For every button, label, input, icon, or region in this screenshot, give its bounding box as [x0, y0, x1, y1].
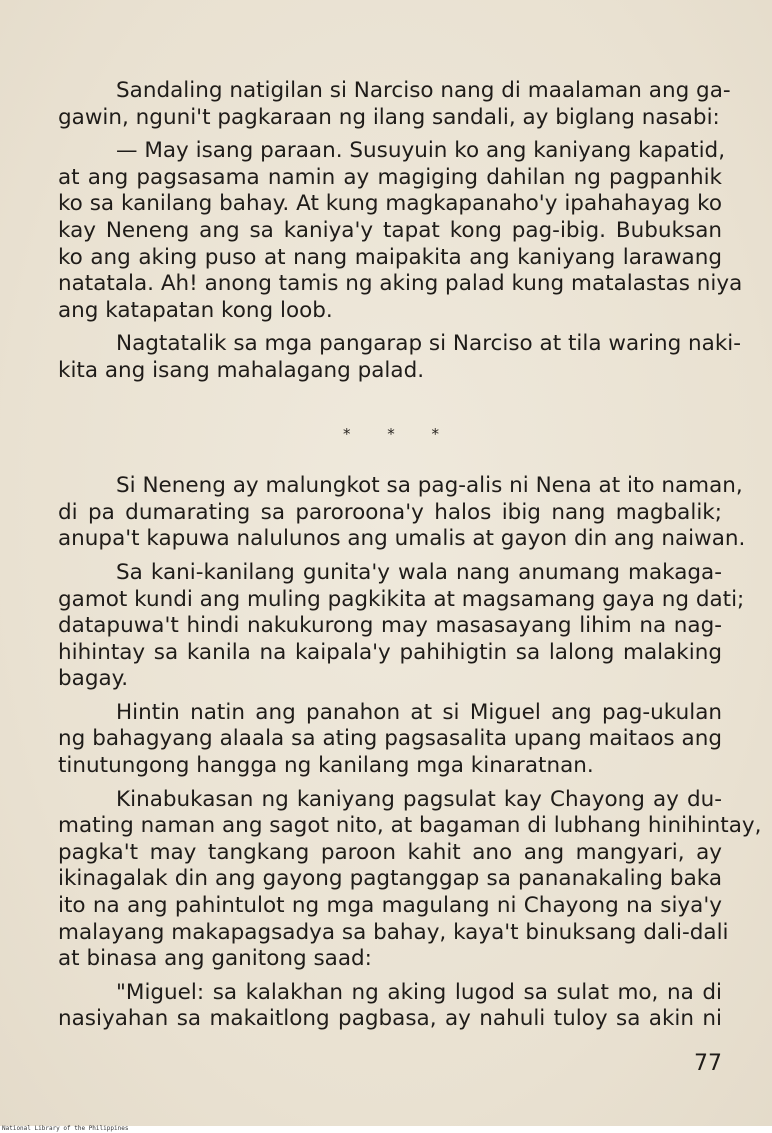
text-line: bagay. [58, 666, 129, 692]
text-line: Sa kani-kanilang gunita'y wala nang anumang makaga- [116, 559, 722, 585]
text-line: datapuwa't hindi nakukurong may masasayang lihim na nag- [58, 613, 722, 639]
text-line: kita ang isang mahalagang palad. [58, 357, 425, 383]
section-separator: * * * [342, 424, 456, 443]
text-line: Hintin natin ang panahon at si Miguel ang pag-ukulan [116, 699, 722, 725]
text-line: gamot kundi ang muling pagkikita at magsamang gaya ng dati; [58, 586, 745, 612]
text-line: mating naman ang sagot nito, at bagaman di lubhang hinihintay, [58, 813, 762, 839]
text-line: malayang makapagsadya sa bahay, kaya't binuksang dali-dali [58, 919, 729, 945]
text-line: natatala. Ah! anong tamis ng aking palad kung matalastas niya [58, 271, 743, 297]
paragraph-4 [58, 473, 746, 553]
text-line: nasiyahan sa makaitlong pagbasa, ay nahuli tuloy sa akin ni [58, 1006, 722, 1032]
text-line: pagka't may tangkang paroon kahit ano ang mangyari, ay [58, 839, 722, 865]
paragraph-3 [58, 331, 742, 384]
text-line: di pa dumarating sa paroroona'y halos ibig nang magbalik; [58, 499, 722, 525]
text-line: Sandaling natigilan si Narciso nang di maalaman ang ga- [116, 78, 731, 103]
text-line: kay Neneng ang sa kaniya'y tapat kong pag-ibig. Bubuksan [58, 217, 722, 243]
paragraph-7 [58, 786, 762, 973]
text-line: ko ang aking puso at nang maipakita ang kaniyang larawang [58, 244, 722, 270]
paragraph-8 [58, 980, 722, 1033]
text-line: Si Neneng ay malungkot sa pag-alis ni Nena at ito naman, [116, 473, 743, 499]
text-line: ang katapatan kong loob. [58, 297, 333, 323]
text-line: tinutungong hangga ng kanilang mga kinaratnan. [58, 753, 594, 779]
page-text [58, 78, 762, 1040]
text-line: gawin, nguni't pagkaraan ng ilang sandali, ay biglang nasabi: [58, 104, 720, 130]
text-line: at ang pagsasama namin ay magiging dahilan ng pagpanhik [58, 164, 722, 190]
text-line: at binasa ang ganitong saad: [58, 946, 372, 972]
text-line: ikinagalak din ang gayong pagtanggap sa pananakaling baka [58, 866, 722, 892]
page-number: 77 [694, 1051, 722, 1076]
text-line: ito na ang pahintulot ng mga magulang ni Chayong na siya'y [58, 893, 722, 919]
text-line: Kinabukasan ng kaniyang pagsulat kay Chayong ay du- [116, 786, 722, 812]
text-line: anupa't kapuwa nalulunos ang umalis at gayon din ang naiwan. [58, 526, 746, 552]
text-line: — May isang paraan. Susuyuin ko ang kaniyang kapatid, [116, 138, 726, 164]
paragraph-5 [58, 559, 745, 693]
text-line: ko sa kanilang bahay. At kung magkapanaho'y ipahahayag ko [58, 191, 722, 217]
text-line: hihintay sa kanila na kaipala'y pahihigtin sa lalong malaking [58, 639, 722, 665]
text-line: "Miguel: sa kalakhan ng aking lugod sa sulat mo, na di [116, 979, 722, 1005]
paragraph-6 [58, 700, 722, 780]
paragraph-1 [58, 78, 731, 131]
paragraph-2 [58, 138, 743, 324]
text-line: ng bahagyang alaala sa ating pagsasalita upang maitaos ang [58, 726, 722, 752]
footer-credit: National Library of the Philippines [2, 1125, 129, 1132]
text-line: Nagtatalik sa mga pangarap si Narciso at tila waring naki- [116, 331, 742, 357]
